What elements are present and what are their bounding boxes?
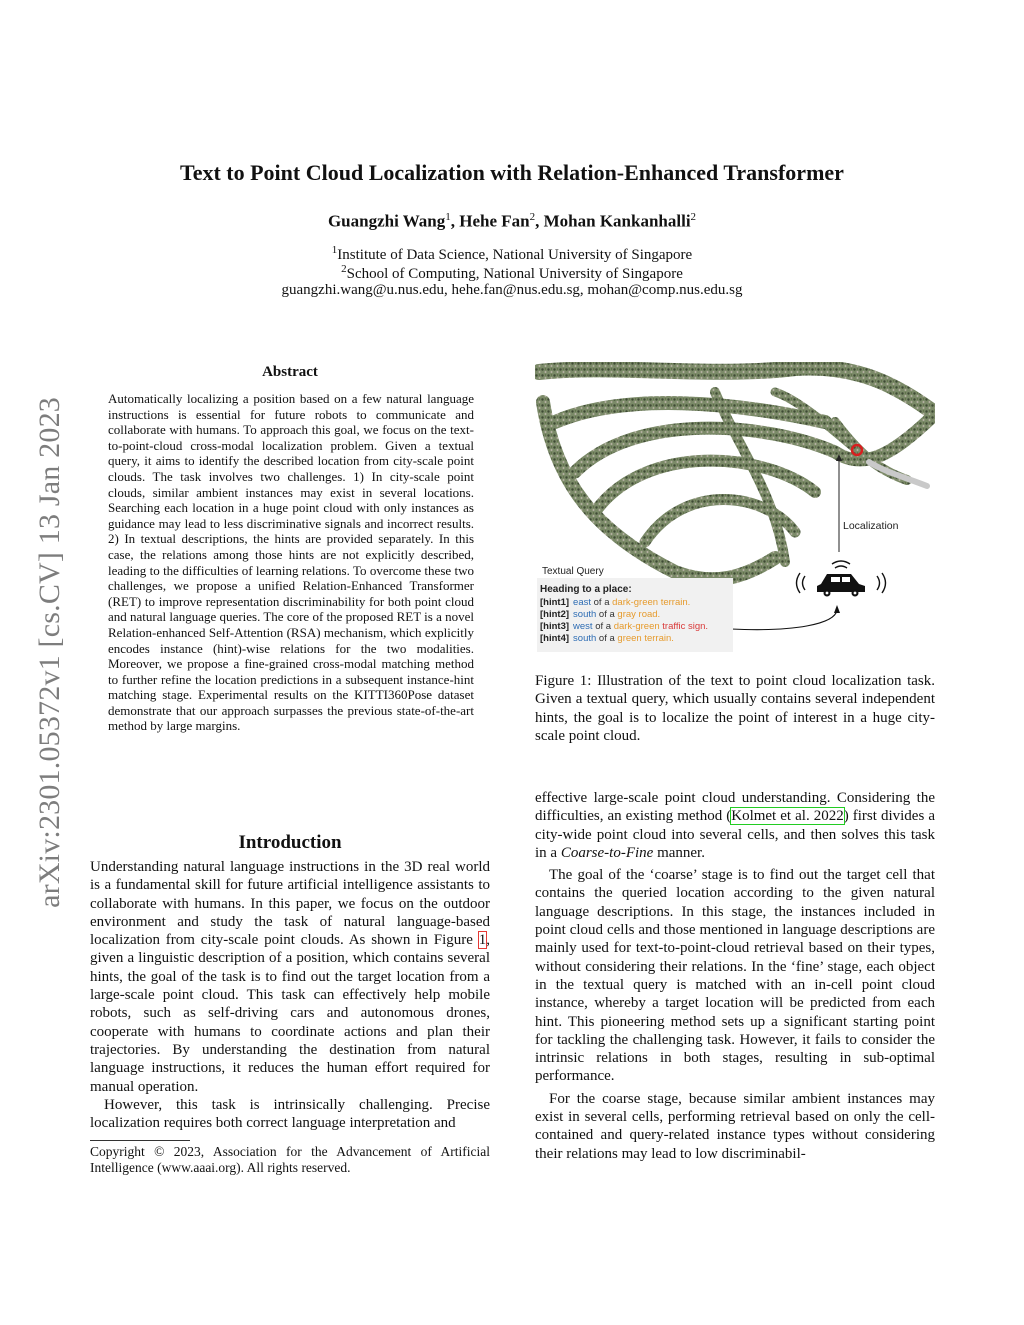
author-name: Mohan Kankanhalli bbox=[543, 211, 691, 231]
intro-paragraph-1: Understanding natural language instructions in the 3D real world is a fundamental skill for future artificial intelligence assistants to collaborate with humans. In this paper, we focus on the outdoor environment and study the task of natural language-based localization from city-scale point clouds. As shown in Figure 1, given a linguistic description of a position, which contains several hints, the goal of the task is to find out the target location from a large-scale point cloud. This task can effectively help mobile robots, such as self-driving cars and autonomous drones, cooperate with humans to coordinate actions and plan their trajectories. By understanding the destination from natural language instructions, it reduces the human effort required for manual operation. bbox=[90, 859, 490, 1095]
abstract-text: Automatically localizing a position based on a few natural language instructions is essential for future robots to communicate and collaborate with humans. To approach this goal, we focus on the text-to-point-cloud cross-modal localization problem. Given a textual query, it aims to identify the described location from city-scale point clouds. The task involves two challenges. 1) In city-scale point clouds, similar ambient instances may exist in several locations. Searching each location in a huge point cloud with only instances as guidance may lead to less discriminative signals and incorrect results. 2) In textual descriptions, the hints are provided separately. In this case, the relations among those hints are not explicitly described, leading to the difficulties of learning relations. To overcome these two challenges, we propose a unified Relation-Enhanced Transformer (RET) to improve representation discriminability for both point cloud and natural language queries. The core of the proposed RET is a novel Relation-enhanced Self-Attention (RSA) mechanism, which explicitly encodes instance (hint)-wise relations for the two modalities. Moreover, we propose a fine-grained cross-modal matching method to further refine the location predictions in a subsequent instance-hint matching stage. Experimental results on the KITTI360Pose dataset demonstrate that our approach surpasses the previous state-of-the-art method by large margins. bbox=[108, 391, 474, 734]
hint-line: [hint1] east of a dark-green terrain. bbox=[540, 597, 691, 608]
textual-query-label: Textual Query bbox=[542, 566, 604, 577]
figure-1-illustration bbox=[535, 362, 935, 660]
car-icon bbox=[817, 574, 865, 597]
paper-title: Text to Point Cloud Localization with Relation-Enhanced Transformer bbox=[180, 160, 844, 185]
right-paragraph-3: For the coarse stage, because similar ambient instances may exist in several cells, performing retrieval based on only the cell-contained and query-related instance types without considering their relations may lead to low discriminabil- bbox=[535, 1090, 935, 1162]
affiliation: $^2$School of Computing, National University of Singapore bbox=[341, 263, 683, 282]
figure-1-caption: Figure 1: Illustration of the text to point cloud localization task. Given a textual query, which usually contains several independent hints, the goal is to localize the point of interest in a huge city-scale point cloud. bbox=[535, 673, 935, 744]
footnote-rule bbox=[90, 1140, 190, 1141]
affiliation: $^1$Institute of Data Science, National University of Singapore bbox=[331, 244, 693, 263]
hint-line: [hint2] south of a gray road. bbox=[540, 609, 661, 620]
right-column-body bbox=[535, 789, 935, 1163]
author-name: Hehe Fan bbox=[459, 211, 530, 231]
author-name: Guangzhi Wang bbox=[327, 211, 446, 231]
right-paragraph-2: The goal of the ‘coarse’ stage is to find out the target cell that contains the queried location according to the given natural language descriptions. In this stage, the instances included in point cloud cells and those mentioned in language descriptions are mainly used for text-to-point-cloud retrieval based on their types, without considering their relations. In the ‘fine’ stage, each object in the textual query is matched with an in-cell point cloud instance, whereby a target location will be predicted from each hint. This pioneering method sets up a significant starting point for tackling the challenging task. However, it fails to consider the intrinsic relations in both stages, resulting in sub-optimal performance. bbox=[535, 867, 935, 1085]
query-to-car-arrow bbox=[731, 610, 837, 630]
intro-paragraph-2: However, this task is intrinsically challenging. Precise localization requires both correct language interpretation and bbox=[90, 1096, 490, 1132]
arxiv-identifier: arXiv:2301.05372v1 [cs.CV] 13 Jan 2023 bbox=[33, 396, 66, 908]
author-list: Guangzhi Wang$^1$, Hehe Fan$^2$, Mohan Kankanhalli$^2$ bbox=[327, 211, 697, 231]
figure-1 bbox=[535, 362, 935, 660]
introduction-heading: Introduction bbox=[238, 832, 342, 853]
abstract-heading: Abstract bbox=[262, 364, 318, 380]
citation-kolmet-2022[interactable]: Kolmet et al. 2022 bbox=[731, 808, 844, 825]
localization-label: Localization bbox=[843, 520, 899, 532]
query-heading: Heading to a place: bbox=[540, 584, 632, 595]
author-emails: guangzhi.wang@u.nus.edu, hehe.fan@nus.edu.sg, mohan@comp.nus.edu.sg bbox=[281, 282, 743, 298]
hint-line: [hint3] west of a dark-green traffic sign. bbox=[540, 621, 709, 632]
hint-line: [hint4] south of a green terrain. bbox=[540, 633, 674, 644]
copyright-footnote: Copyright © 2023, Association for the Advancement of Artificial Intelligence (www.aaai.org). All rights reserved. bbox=[90, 1144, 490, 1176]
intro-body bbox=[90, 858, 490, 1132]
point-cloud-map bbox=[539, 367, 933, 579]
right-paragraph-1: effective large-scale point cloud understanding. Considering the difficulties, an existing method (Kolmet et al. 2022) first divides a city-wide point cloud into several cells, and then solves this task in a Coarse-to-Fine manner. bbox=[535, 790, 935, 861]
figure-1-link[interactable]: 1 bbox=[478, 932, 487, 949]
